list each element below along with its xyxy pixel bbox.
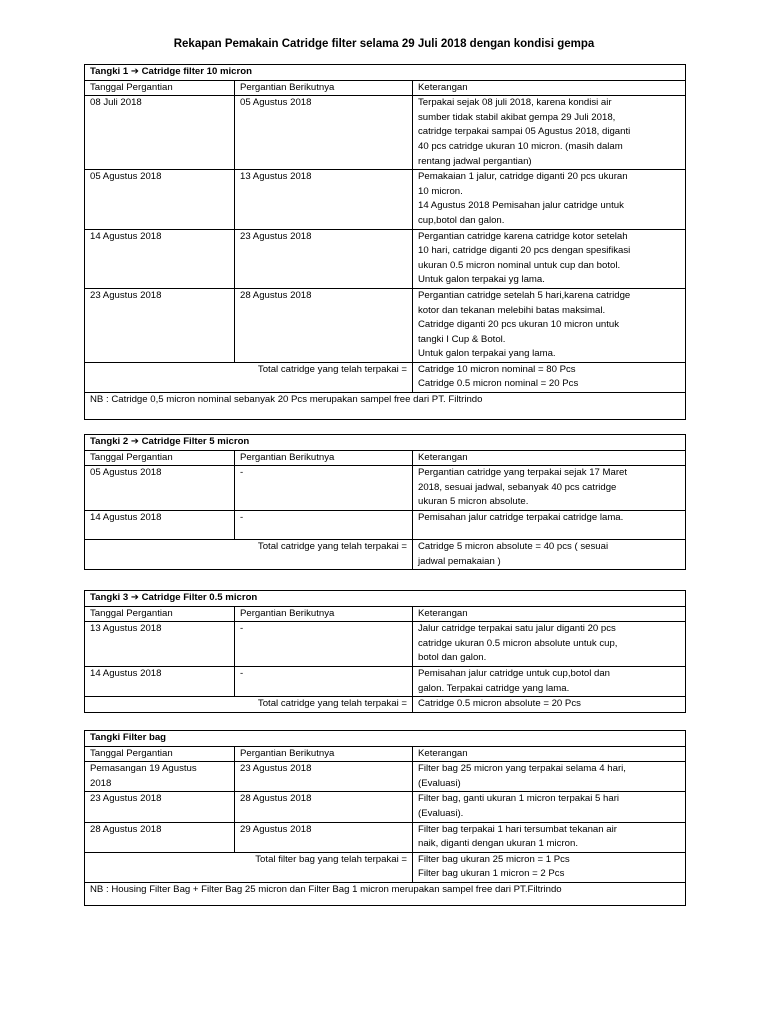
info-line: cup,botol dan galon. <box>418 214 505 226</box>
section-title-suffix: Catridge Filter 0.5 micron <box>141 592 258 603</box>
info-line: galon. Terpakai catridge yang lama. <box>418 682 570 694</box>
table-row <box>85 822 686 852</box>
date-line: 2018 <box>90 777 112 789</box>
table-row <box>85 762 686 792</box>
info-cell <box>413 666 686 696</box>
note-row <box>85 393 686 420</box>
date-cell: 14 Agustus 2018 <box>85 666 235 696</box>
total-label: Total catridge yang telah terpakai = <box>85 362 413 392</box>
next-cell: - <box>235 622 413 667</box>
section-title-prefix: Tangki 3 <box>90 592 129 603</box>
info-line: Untuk galon terpakai yg lama. <box>418 274 545 286</box>
note-row <box>85 882 686 905</box>
info-cell <box>413 792 686 822</box>
section-title-row <box>85 591 686 607</box>
tank-1-table <box>84 64 686 420</box>
section-title <box>85 65 686 81</box>
date-cell: 08 Juli 2018 <box>85 96 235 170</box>
section-title-suffix: Catridge Filter 5 micron <box>141 436 250 447</box>
info-line: 10 micron. <box>418 185 463 197</box>
date-cell: 13 Agustus 2018 <box>85 622 235 667</box>
info-line: Terpakai sejak 08 juli 2018, karena kondisi air <box>418 97 612 109</box>
total-line: Filter bag ukuran 1 micron = 2 Pcs <box>418 868 565 880</box>
next-cell: - <box>235 666 413 696</box>
next-cell: - <box>235 510 413 539</box>
total-line: jadwal pemakaian ) <box>418 555 501 567</box>
total-value <box>413 362 686 392</box>
table-row <box>85 666 686 696</box>
header-cell: Keterangan <box>413 746 686 762</box>
date-cell: 14 Agustus 2018 <box>85 229 235 288</box>
info-line: Filter bag terpakai 1 hari tersumbat tekanan air <box>418 823 617 835</box>
total-line: Catridge 5 micron absolute = 40 pcs ( sesuai <box>418 540 609 552</box>
note-text: NB : Catridge 0,5 micron nominal sebanyak 20 Pcs merupakan sampel free dari PT. Filtrindo <box>85 393 686 420</box>
header-row <box>85 746 686 762</box>
info-line: Filter bag 25 micron yang terpakai selama 4 hari, <box>418 763 626 775</box>
table-row <box>85 510 686 539</box>
table-row <box>85 170 686 229</box>
arrow-right-icon: ➔ <box>130 66 139 77</box>
info-line: (Evaluasi) <box>418 777 461 789</box>
section-title <box>85 435 686 451</box>
info-line: Pemisahan jalur catridge terpakai catridge lama. <box>418 511 624 523</box>
date-cell: 05 Agustus 2018 <box>85 170 235 229</box>
total-label: Total catridge yang telah terpakai = <box>85 539 413 569</box>
header-cell: Pergantian Berikutnya <box>235 606 413 622</box>
date-cell: 14 Agustus 2018 <box>85 510 235 539</box>
info-line: Pergantian catridge karena catridge kotor setelah <box>418 230 628 242</box>
table-row <box>85 229 686 288</box>
next-cell: 23 Agustus 2018 <box>235 229 413 288</box>
header-cell: Pergantian Berikutnya <box>235 746 413 762</box>
tank-3-table <box>84 590 686 713</box>
total-label: Total catridge yang telah terpakai = <box>85 697 413 713</box>
date-line: Pemasangan 19 Agustus <box>90 763 197 775</box>
info-line: 10 hari, catridge diganti 20 pcs dengan spesifikasi <box>418 245 631 257</box>
info-line: (Evaluasi). <box>418 807 464 819</box>
table-row <box>85 622 686 667</box>
info-line: Pergantian catridge setelah 5 hari,karena catridge <box>418 289 631 301</box>
info-cell <box>413 96 686 170</box>
info-line: Pemakaian 1 jalur, catridge diganti 20 pcs ukuran <box>418 171 628 183</box>
date-cell: 05 Agustus 2018 <box>85 466 235 511</box>
date-cell: 23 Agustus 2018 <box>85 792 235 822</box>
total-value <box>413 697 686 713</box>
total-row <box>85 852 686 882</box>
date-cell: 28 Agustus 2018 <box>85 822 235 852</box>
total-line: Catridge 10 micron nominal = 80 Pcs <box>418 363 576 375</box>
info-line: catridge terpakai sampai 05 Agustus 2018, diganti <box>418 126 631 138</box>
header-cell: Keterangan <box>413 606 686 622</box>
table-row <box>85 792 686 822</box>
info-cell <box>413 229 686 288</box>
info-line: 40 pcs catridge ukuran 10 micron. (masih dalam <box>418 140 623 152</box>
info-cell <box>413 510 686 539</box>
arrow-right-icon: ➔ <box>130 592 139 603</box>
header-cell: Pergantian Berikutnya <box>235 450 413 466</box>
page-title: Rekapan Pemakain Catridge filter selama 29 Juli 2018 dengan kondisi gempa <box>173 38 595 50</box>
total-row <box>85 539 686 569</box>
arrow-right-icon: ➔ <box>130 436 139 447</box>
info-cell <box>413 288 686 362</box>
total-line: Catridge 0.5 micron absolute = 20 Pcs <box>418 698 581 710</box>
info-line: tangki I Cup & Botol. <box>418 333 506 345</box>
next-cell: 29 Agustus 2018 <box>235 822 413 852</box>
next-cell: 23 Agustus 2018 <box>235 762 413 792</box>
header-row <box>85 606 686 622</box>
info-line: 14 Agustus 2018 Pemisahan jalur catridge untuk <box>418 200 624 212</box>
info-cell <box>413 762 686 792</box>
next-cell: 13 Agustus 2018 <box>235 170 413 229</box>
info-line: rentang jadwal pergantian) <box>418 155 532 167</box>
info-line: Untuk galon terpakai yang lama. <box>418 348 556 360</box>
section-title-row <box>85 435 686 451</box>
section-title-prefix: Tangki 2 <box>90 436 129 447</box>
header-cell: Tanggal Pergantian <box>85 606 235 622</box>
next-cell: 28 Agustus 2018 <box>235 288 413 362</box>
note-text: NB : Housing Filter Bag + Filter Bag 25 micron dan Filter Bag 1 micron merupakan sampel free dari PT.Filtrindo <box>85 882 686 905</box>
info-line: botol dan galon. <box>418 652 487 664</box>
info-line: naik, diganti dengan ukuran 1 micron. <box>418 838 578 850</box>
header-cell: Keterangan <box>413 80 686 96</box>
header-cell: Tanggal Pergantian <box>85 746 235 762</box>
next-cell: 05 Agustus 2018 <box>235 96 413 170</box>
total-line: Catridge 0.5 micron nominal = 20 Pcs <box>418 378 579 390</box>
info-cell <box>413 622 686 667</box>
info-cell <box>413 822 686 852</box>
info-line: kotor dan tekanan melebihi batas maksimal. <box>418 304 606 316</box>
total-label: Total filter bag yang telah terpakai = <box>85 852 413 882</box>
total-line: Filter bag ukuran 25 micron = 1 Pcs <box>418 853 570 865</box>
header-row <box>85 80 686 96</box>
info-line: sumber tidak stabil akibat gempa 29 Juli 2018, <box>418 111 616 123</box>
section-title-suffix: Catridge filter 10 micron <box>141 66 252 77</box>
header-cell: Keterangan <box>413 450 686 466</box>
info-cell <box>413 170 686 229</box>
header-cell: Tanggal Pergantian <box>85 450 235 466</box>
section-title-prefix: Tangki 1 <box>90 66 129 77</box>
section-title-row <box>85 731 686 747</box>
date-cell <box>85 762 235 792</box>
info-line: Jalur catridge terpakai satu jalur diganti 20 pcs <box>418 623 616 635</box>
info-line: ukuran 0.5 micron nominal untuk cup dan botol. <box>418 259 621 271</box>
table-row <box>85 96 686 170</box>
table-row <box>85 288 686 362</box>
info-line: catridge ukuran 0.5 micron absolute untuk cup, <box>418 637 618 649</box>
total-row <box>85 362 686 392</box>
info-line: 2018, sesuai jadwal, sebanyak 40 pcs catridge <box>418 481 617 493</box>
header-cell: Tanggal Pergantian <box>85 80 235 96</box>
date-cell: 23 Agustus 2018 <box>85 288 235 362</box>
section-title-row <box>85 65 686 81</box>
filter-bag-table <box>84 730 686 906</box>
total-value <box>413 539 686 569</box>
info-line: ukuran 5 micron absolute. <box>418 496 529 508</box>
total-row <box>85 697 686 713</box>
info-line: Pemisahan jalur catridge untuk cup,botol dan <box>418 667 610 679</box>
next-cell: - <box>235 466 413 511</box>
total-value <box>413 852 686 882</box>
table-row <box>85 466 686 511</box>
info-line: Filter bag, ganti ukuran 1 micron terpakai 5 hari <box>418 793 620 805</box>
info-cell <box>413 466 686 511</box>
header-cell: Pergantian Berikutnya <box>235 80 413 96</box>
section-title: Tangki Filter bag <box>85 731 686 747</box>
section-title <box>85 591 686 607</box>
header-row <box>85 450 686 466</box>
next-cell: 28 Agustus 2018 <box>235 792 413 822</box>
info-line: Pergantian catridge yang terpakai sejak 17 Maret <box>418 467 628 479</box>
info-line: Catridge diganti 20 pcs ukuran 10 micron untuk <box>418 319 620 331</box>
tank-2-table <box>84 434 686 570</box>
